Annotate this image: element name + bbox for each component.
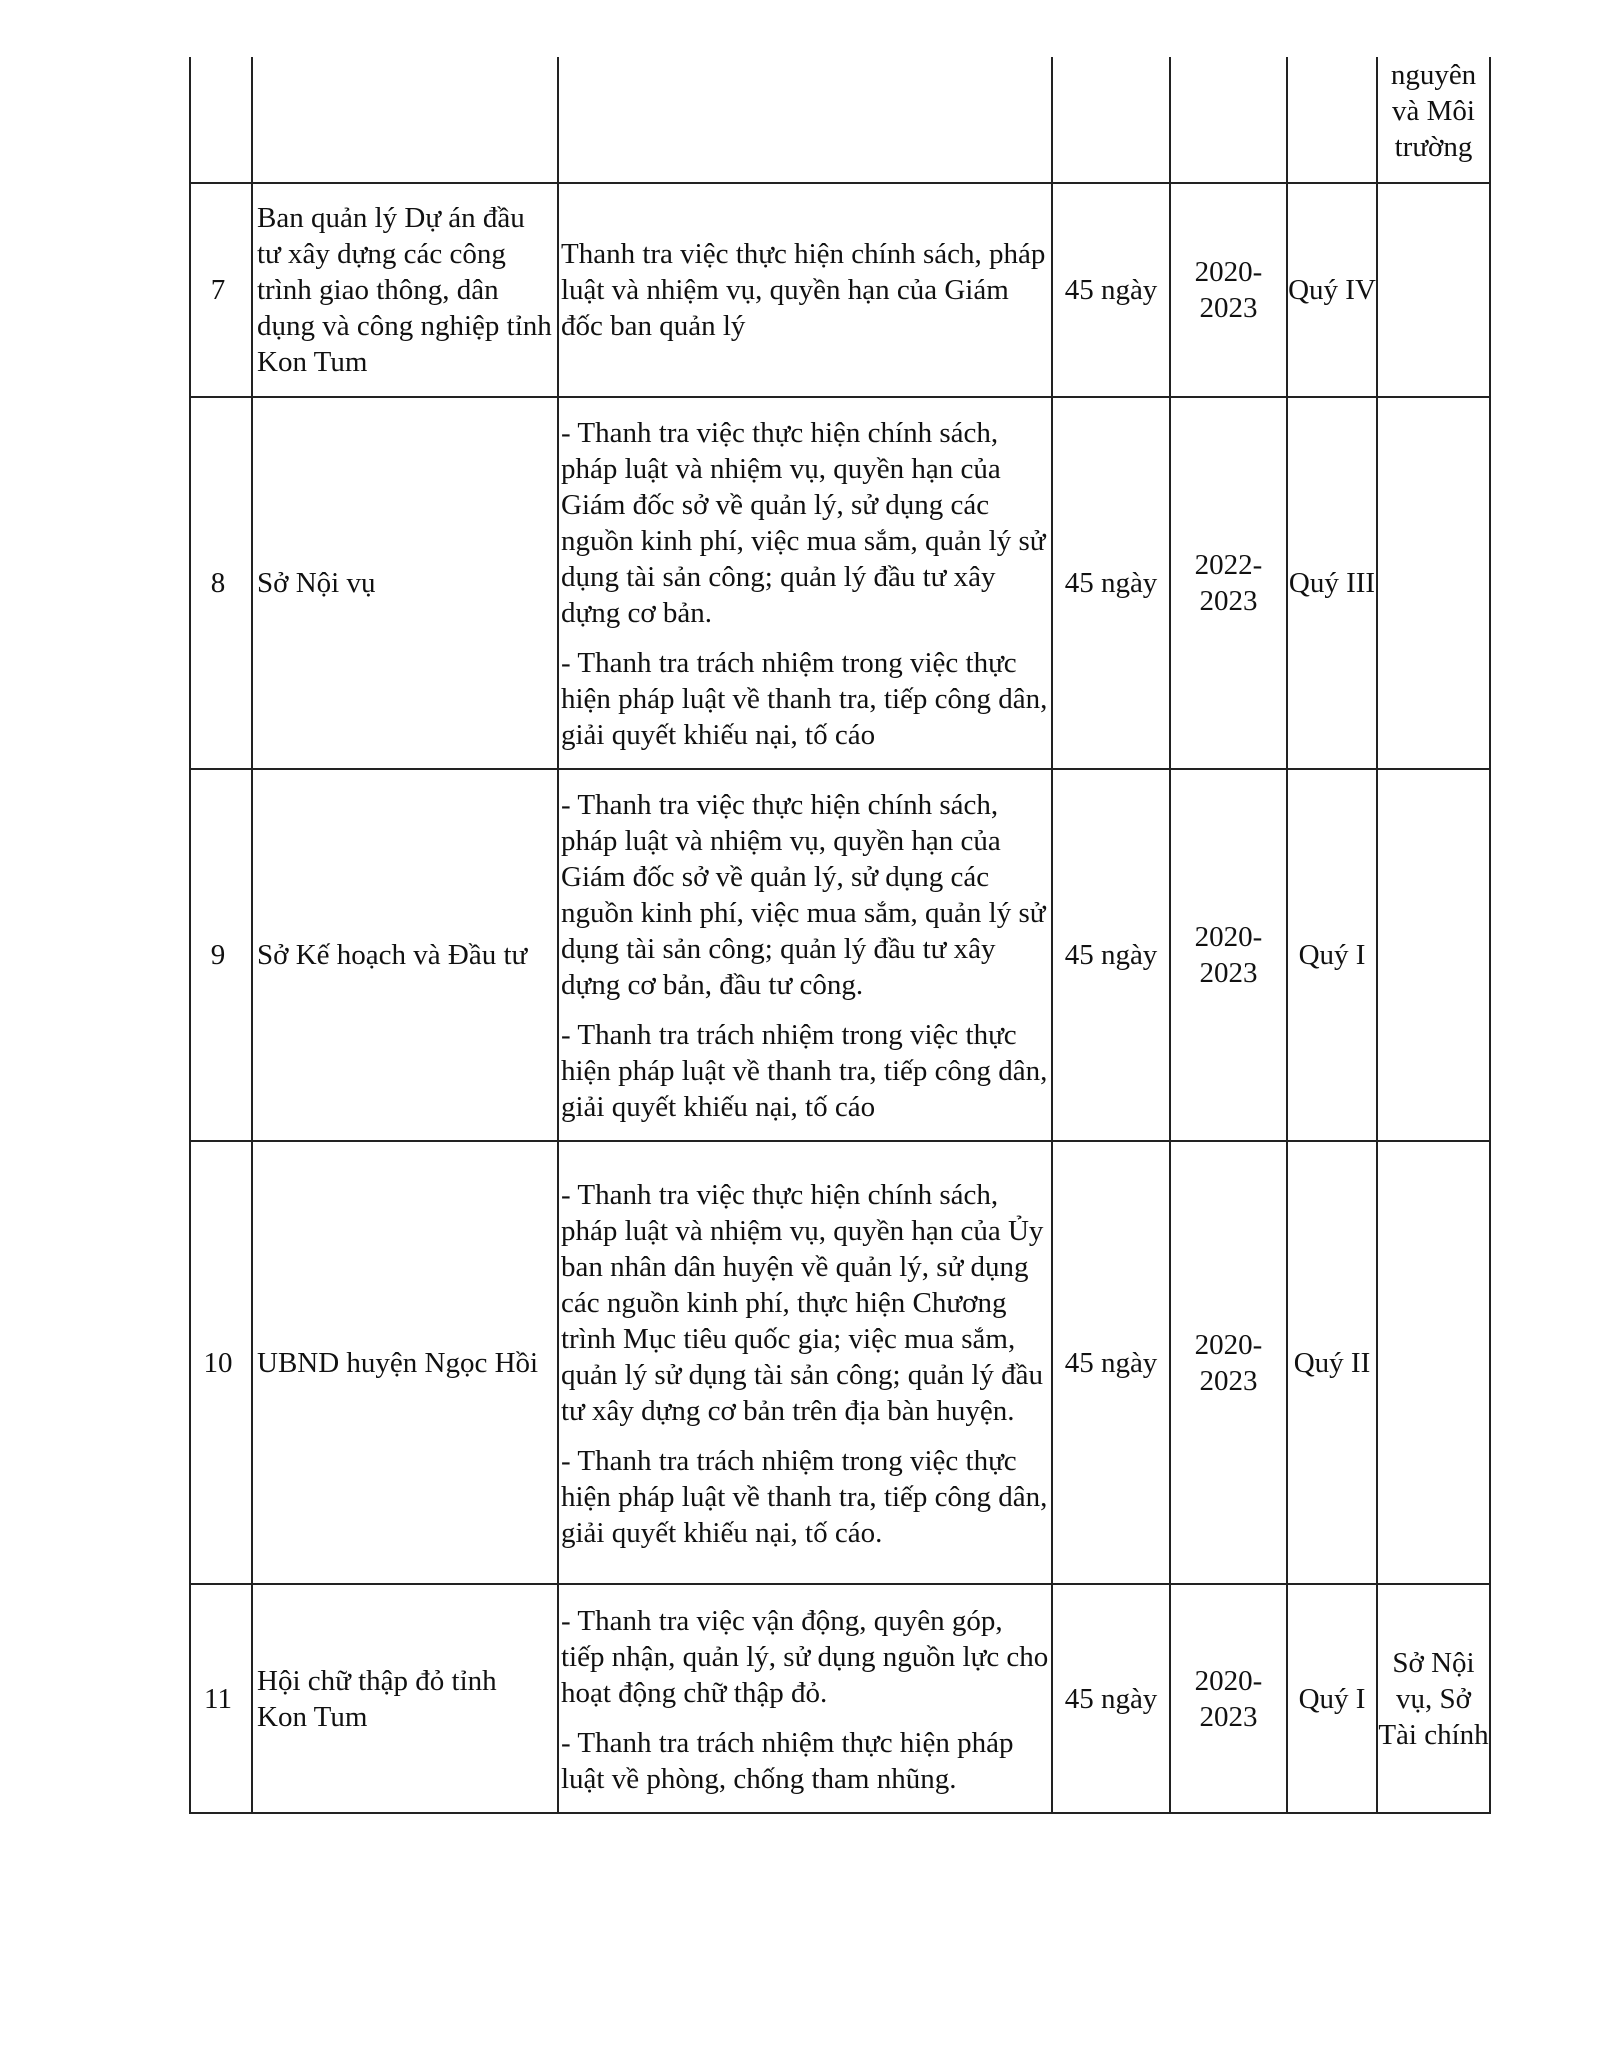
unit-cell: UBND huyện Ngọc Hồi — [252, 1141, 558, 1584]
quarter-cell: Quý I — [1287, 769, 1377, 1141]
content-cell — [558, 183, 1052, 397]
duration-cell: 45 ngày — [1052, 1141, 1170, 1584]
coordinating-agency-cell: nguyên và Môi trường — [1377, 57, 1490, 183]
stt-cell: 10 — [190, 1141, 252, 1584]
coordinating-agency-cell: Sở Nội vụ, Sở Tài chính — [1377, 1584, 1490, 1813]
content-cell — [558, 769, 1052, 1141]
period-cell: 2020-2023 — [1170, 769, 1287, 1141]
coordinating-agency-cell — [1377, 1141, 1490, 1584]
content-paragraph: - Thanh tra việc thực hiện chính sách, pháp luật và nhiệm vụ, quyền hạn của Giám đốc sở về quản lý, sử dụng các nguồn kinh phí, việc mua sắm, quản lý sử dụng tài sản công; quản lý đầu tư xây dựng cơ bản. — [561, 417, 1046, 629]
period-cell: 2022-2023 — [1170, 397, 1287, 769]
content-cell — [558, 1584, 1052, 1813]
duration-cell: 45 ngày — [1052, 1584, 1170, 1813]
coordinating-agency-cell — [1377, 397, 1490, 769]
quarter-cell — [1287, 57, 1377, 183]
duration-cell: 45 ngày — [1052, 769, 1170, 1141]
content-paragraph: - Thanh tra trách nhiệm trong việc thực hiện pháp luật về thanh tra, tiếp công dân, giải quyết khiếu nại, tố cáo — [561, 1019, 1048, 1123]
quarter-cell: Quý IV — [1287, 183, 1377, 397]
quarter-cell: Quý I — [1287, 1584, 1377, 1813]
table-row — [190, 769, 1490, 1141]
table-row — [190, 183, 1490, 397]
stt-cell: 9 — [190, 769, 252, 1141]
unit-cell: Hội chữ thập đỏ tỉnh Kon Tum — [252, 1584, 558, 1813]
content-paragraph: - Thanh tra trách nhiệm thực hiện pháp luật về phòng, chống tham nhũng. — [561, 1726, 1014, 1795]
table-row — [190, 397, 1490, 769]
duration-cell: 45 ngày — [1052, 183, 1170, 397]
content-paragraph: - Thanh tra việc thực hiện chính sách, pháp luật và nhiệm vụ, quyền hạn của Giám đốc sở về quản lý, sử dụng các nguồn kinh phí, việc mua sắm, quản lý sử dụng tài sản công; quản lý đầu tư xây dựng cơ bản, đầu tư công. — [561, 789, 1046, 1001]
table-row — [190, 57, 1490, 183]
unit-cell: Sở Kế hoạch và Đầu tư — [252, 769, 558, 1141]
content-paragraph: - Thanh tra trách nhiệm trong việc thực hiện pháp luật về thanh tra, tiếp công dân, giải quyết khiếu nại, tố cáo — [561, 647, 1048, 751]
unit-cell: Sở Nội vụ — [252, 397, 558, 769]
stt-cell: 7 — [190, 183, 252, 397]
content-cell — [558, 397, 1052, 769]
coordinating-agency-cell — [1377, 183, 1490, 397]
duration-cell — [1052, 57, 1170, 183]
unit-cell — [252, 57, 558, 183]
quarter-cell: Quý II — [1287, 1141, 1377, 1584]
unit-cell: Ban quản lý Dự án đầu tư xây dựng các công trình giao thông, dân dụng và công nghiệp tỉnh Kon Tum — [252, 183, 558, 397]
quarter-cell: Quý III — [1287, 397, 1377, 769]
table-row — [190, 1584, 1490, 1813]
stt-cell: 11 — [190, 1584, 252, 1813]
stt-cell — [190, 57, 252, 183]
content-cell — [558, 1141, 1052, 1584]
period-cell — [1170, 57, 1287, 183]
content-paragraph: - Thanh tra trách nhiệm trong việc thực hiện pháp luật về thanh tra, tiếp công dân, giải quyết khiếu nại, tố cáo. — [561, 1444, 1048, 1549]
content-paragraph: Thanh tra việc thực hiện chính sách, pháp luật và nhiệm vụ, quyền hạn của Giám đốc ban quản lý — [561, 238, 1046, 342]
content-paragraph: - Thanh tra việc vận động, quyên góp, tiếp nhận, quản lý, sử dụng nguồn lực cho hoạt động chữ thập đỏ. — [561, 1604, 1049, 1709]
stt-cell: 8 — [190, 397, 252, 769]
period-cell: 2020-2023 — [1170, 183, 1287, 397]
content-cell — [558, 57, 1052, 183]
period-cell: 2020-2023 — [1170, 1141, 1287, 1584]
content-paragraph: - Thanh tra việc thực hiện chính sách, pháp luật và nhiệm vụ, quyền hạn của Ủy ban nhân dân huyện về quản lý, sử dụng các nguồn kinh phí, thực hiện Chương trình Mục tiêu quốc gia; việc mua sắm, quản lý sử dụng tài sản công; quản lý đầu tư xây dựng cơ bản trên địa bàn huyện. — [561, 1178, 1044, 1427]
duration-cell: 45 ngày — [1052, 397, 1170, 769]
inspection-plan-table — [189, 57, 1491, 1814]
table-row — [190, 1141, 1490, 1584]
coordinating-agency-cell — [1377, 769, 1490, 1141]
period-cell: 2020-2023 — [1170, 1584, 1287, 1813]
